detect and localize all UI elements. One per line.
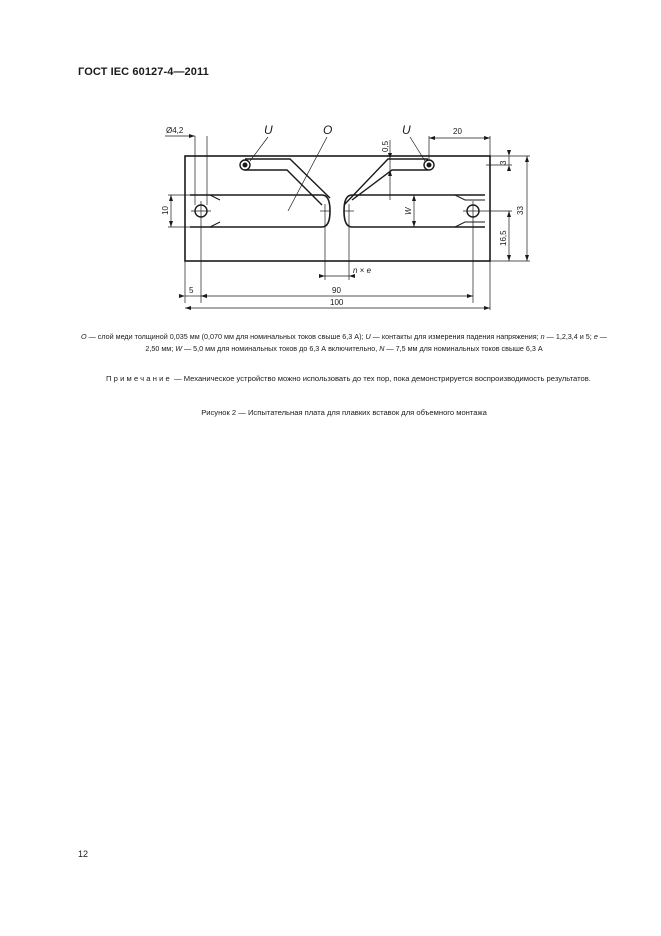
dim-165-label: 16,5 xyxy=(499,230,508,246)
u-label-left: U xyxy=(264,123,273,137)
document-header: ГОСТ IEC 60127-4—2011 xyxy=(78,66,209,78)
dim-100-label: 100 xyxy=(330,298,344,307)
dim-33-label: 33 xyxy=(516,206,525,215)
voltage-track-left xyxy=(245,159,330,205)
note-text: — Механическое устройство можно использовать до тех пор, пока демонстрируется воспроизводимость результатов. xyxy=(171,374,591,383)
page-number: 12 xyxy=(78,849,89,859)
figure-caption: Рисунок 2 — Испытательная плата для плавких вставок для объемного монтажа xyxy=(201,408,487,417)
diameter-label: Ø4,2 xyxy=(166,126,184,135)
board-outline xyxy=(185,156,490,261)
dim-3-label: 3 xyxy=(499,160,508,165)
voltage-track-right xyxy=(344,159,428,205)
figure-note xyxy=(78,373,610,385)
figure-legend: O — слой меди толщиной 0,035 мм (0,070 мм для номинальных токов свыше 6,3 А); U — контакты для измерения падения напряжения; n — 1,2,3,4 и 5; e — 2,50 мм; W — 5,0 мм для номинальных токов до 6,3 А включительно, N — 7,5 мм для номинальных токов свыше 6,3 А xyxy=(80,332,607,353)
dim-5-label: 5 xyxy=(189,286,194,295)
dim-10-label: 10 xyxy=(161,206,170,215)
dim-20-label: 20 xyxy=(453,127,462,136)
dim-ne-label: n × e xyxy=(353,266,372,275)
u-label-right: U xyxy=(402,123,411,137)
note-label: Примечание xyxy=(106,374,172,383)
dim-90-label: 90 xyxy=(332,286,341,295)
dim-w-label: W xyxy=(404,207,413,215)
o-label: O xyxy=(323,123,333,137)
dim-05-label: 0,5 xyxy=(381,140,390,152)
